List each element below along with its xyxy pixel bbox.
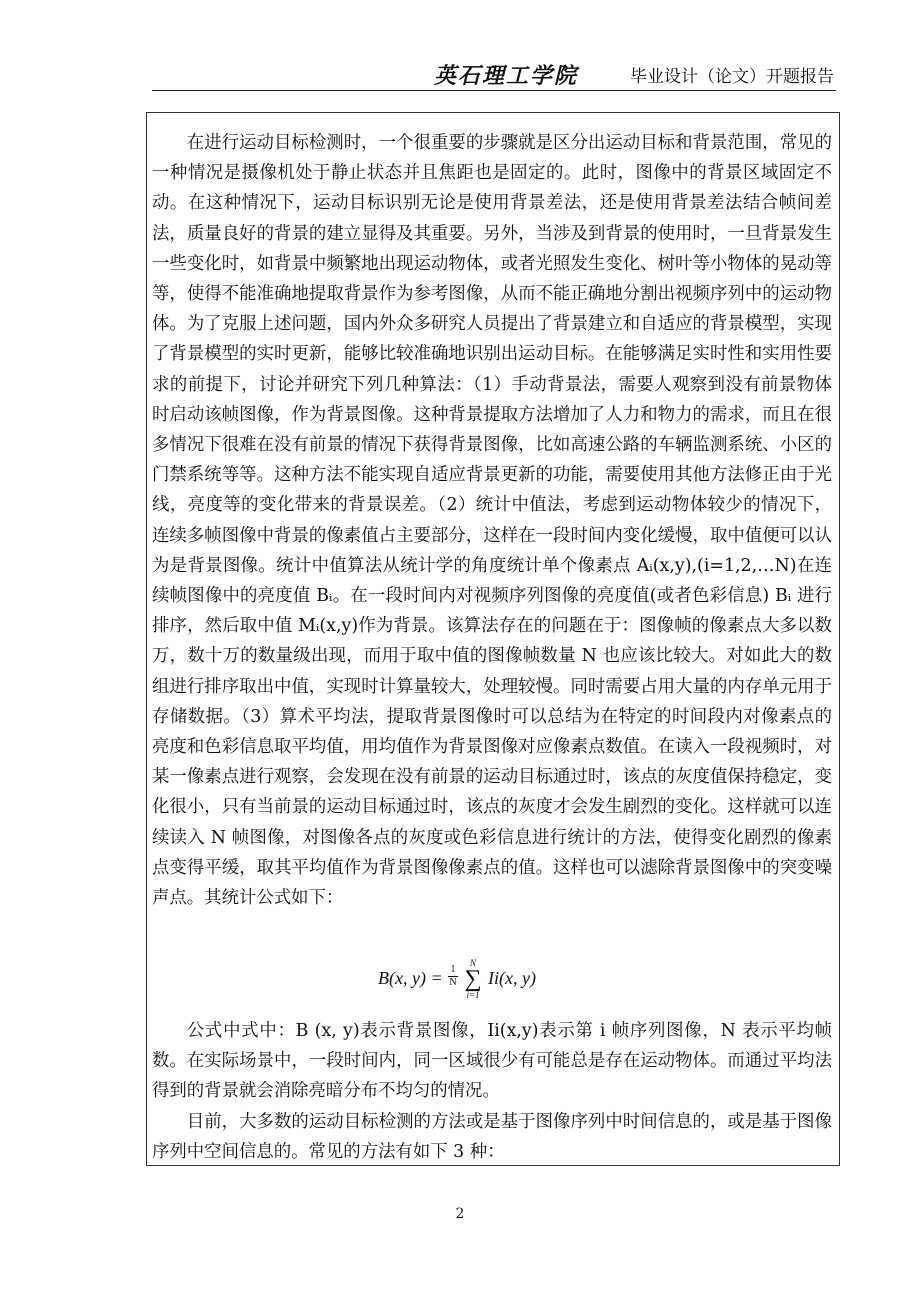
- institution-logo: 英石理工学院: [434, 63, 579, 89]
- formula-lhs: B(x, y) =: [378, 968, 443, 988]
- page-header: [152, 62, 836, 92]
- sum-upper-limit: N: [469, 958, 476, 968]
- body-text-continued: [152, 1016, 832, 1167]
- fraction-numerator: 1: [448, 964, 458, 977]
- paragraph: 目前，大多数的运动目标检测的方法或是基于图像序列中时间信息的，或是基于图像序列中空间信息的。常见的方法有如下 3 种：: [152, 1111, 832, 1162]
- statistics-formula: [378, 958, 578, 1000]
- header-rule: [152, 90, 836, 91]
- formula-fraction: [448, 964, 458, 989]
- header-title: 毕业设计（论文）开题报告: [630, 67, 834, 87]
- paragraph: 在进行运动目标检测时，一个很重要的步骤就是区分出运动目标和背景范围，常见的一种情况是摄像机处于静止状态并且焦距也是固定的。此时，图像中的背景区域固定不动。在这种情况下，运动目标识别无论是使用背景差法，还是使用背景差法结合帧间差法，质量良好的背景的建立显得及其重要。另外，当涉及到背景的使用时，一旦背景发生一些变化时，如背景中频繁地出现运动物体，或者光照发生变化、树叶等小物体的晃动等等，使得不能准确地提取背景作为参考图像，从而不能正确地分割出视频序列中的运动物体。为了克服上述问题，国内外众多研究人员提出了背景建立和自适应的背景模型，实现了背景模型的实时更新，能够比较准确地识别出运动目标。在能够满足实时性和实用性要求的前提下，讨论并研究下列几种算法：（1）手动背景法，需要人观察到没有前景物体时启动该帧图像，作为背景图像。这种背景提取方法增加了人力和物力的需求，而且在很多情况下很难在没有前景的情况下获得背景图像，比如高速公路的车辆监测系统、小区的门禁系统等等。这种方法不能实现自适应背景更新的功能，需要使用其他方法修正由于光线，亮度等的变化带来的背景误差。（2）统计中值法，考虑到运动物体较少的情况下，连续多帧图像中背景的像素值占主要部分，这样在一段时间内变化缓慢，取中值便可以认为是背景图像。统计中值算法从统计学的角度统计单个像素点 Aᵢ(x,y),(i=1,2,…N)在连续帧图像中的亮度值 Bᵢ。在一段时间内对视频序列图像的亮度值(或者色彩信息) Bᵢ 进行排序，然后取中值 Mᵢ(x,y)作为背景。该算法存在的问题在于：图像帧的像素点大多以数万，数十万的数量级出现，而用于取中值的图像帧数量 N 也应该比较大。对如此大的数组进行排序取出中值，实现时计算量较大，处理较慢。同时需要占用大量的内存单元用于存储数据。（3）算术平均法，提取背景图像时可以总结为在特定的时间段内对像素点的亮度和色彩信息取平均值，用均值作为背景图像对应像素点数值。在读入一段视频时，对某一像素点进行观察，会发现在没有前景的运动目标通过时，该点的灰度值保持稳定，变化很小，只有当前景的运动目标通过时，该点的灰度才会发生剧烈的变化。这样就可以连续读入 N 帧图像，对图像各点的灰度或色彩信息进行统计的方法，使得变化剧烈的像素点变得平缓，取其平均值作为背景图像像素点的值。这样也可以滤除背景图像中的突变噪声点。其统计公式如下：: [152, 133, 832, 909]
- sum-lower-limit: i=1: [466, 990, 480, 1000]
- page-number: 2: [455, 1206, 465, 1222]
- body-text: [152, 128, 832, 913]
- fraction-denominator: N: [449, 977, 457, 988]
- paragraph: 公式中式中：B (x, y)表示背景图像，Ii(x,y)表示第 i 帧序列图像，N 表示平均帧数。在实际场景中，一段时间内，同一区域很少有可能总是存在运动物体。而通过平均法得到的背景就会消除亮暗分布不均匀的情况。: [152, 1021, 832, 1102]
- summation: [462, 958, 484, 1000]
- sum-symbol: ∑: [464, 966, 482, 992]
- formula-rhs: Ii(x, y): [488, 968, 536, 988]
